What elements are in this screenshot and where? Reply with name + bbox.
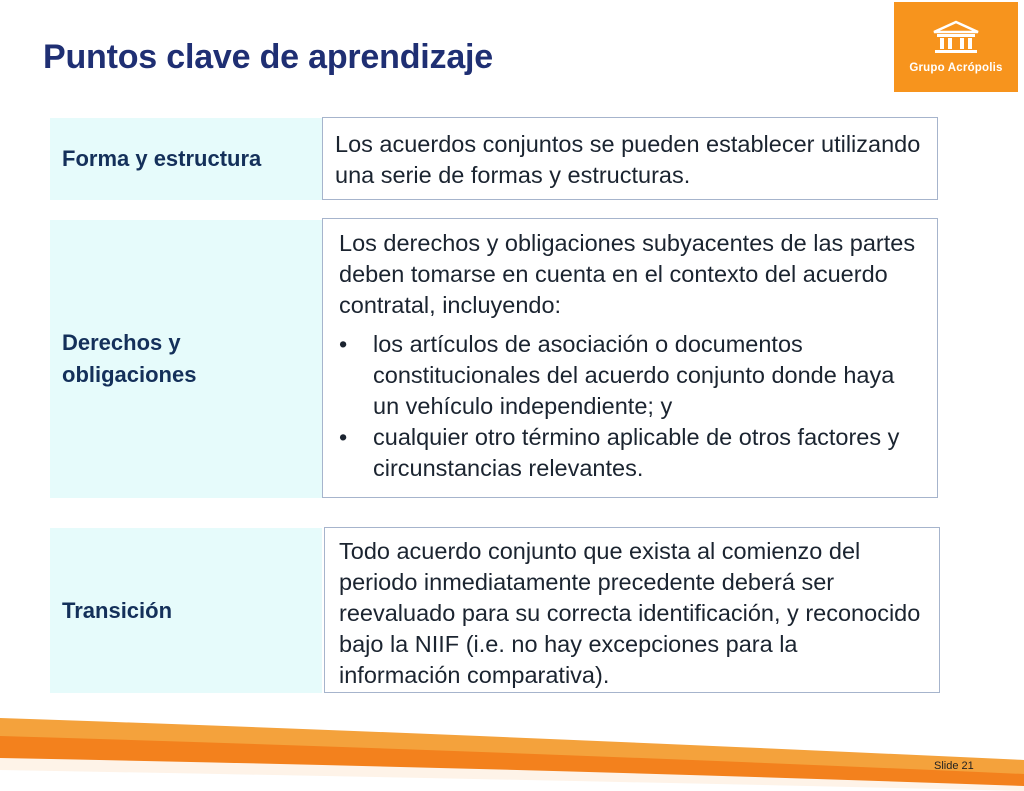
bullet-symbol: •: [339, 424, 348, 450]
slide-number: Slide 21: [934, 760, 974, 772]
bullet-text: cualquier otro término aplicable de otros factores y circunstancias relevantes.: [373, 424, 900, 481]
content-forma-estructura: [322, 117, 938, 200]
label-derechos-obligaciones: [50, 220, 322, 498]
bullet-text: los artículos de asociación o documentos constitucionales del acuerdo conjunto donde haya un vehículo independiente; y: [373, 331, 895, 419]
bullet-list: [339, 329, 921, 484]
list-item: [339, 422, 921, 484]
label-text: Transición: [62, 597, 173, 623]
label-line-1: Derechos y: [62, 330, 181, 355]
logo-text: Grupo Acrópolis: [909, 62, 1003, 74]
label-text: [50, 327, 196, 391]
slide-title: Puntos clave de aprendizaje: [43, 38, 493, 76]
label-forma-estructura: [50, 118, 322, 200]
content-transicion: [324, 527, 940, 693]
content-text: Los acuerdos conjuntos se pueden establecer utilizando una serie de formas y estructuras.: [335, 131, 921, 188]
list-item: [339, 329, 921, 422]
label-text: Forma y estructura: [62, 146, 262, 171]
content-text: Todo acuerdo conjunto que exista al comienzo del periodo inmediatamente precedente deberá ser reevaluado para su correcta identificación, y reconocido bajo la NIIF (i.e. no hay excepciones para la información comparativa).: [339, 538, 921, 688]
content-derechos-obligaciones: [322, 218, 938, 498]
label-line-2: obligaciones: [62, 362, 197, 387]
footer-swoosh: [0, 700, 1024, 791]
label-transicion: [50, 528, 322, 693]
content-intro: Los derechos y obligaciones subyacentes de las partes deben tomarse en cuenta en el contexto del acuerdo contratal, incluyendo:: [339, 230, 916, 318]
company-logo: [894, 2, 1018, 92]
temple-icon: [931, 20, 981, 54]
bullet-symbol: •: [339, 331, 348, 357]
